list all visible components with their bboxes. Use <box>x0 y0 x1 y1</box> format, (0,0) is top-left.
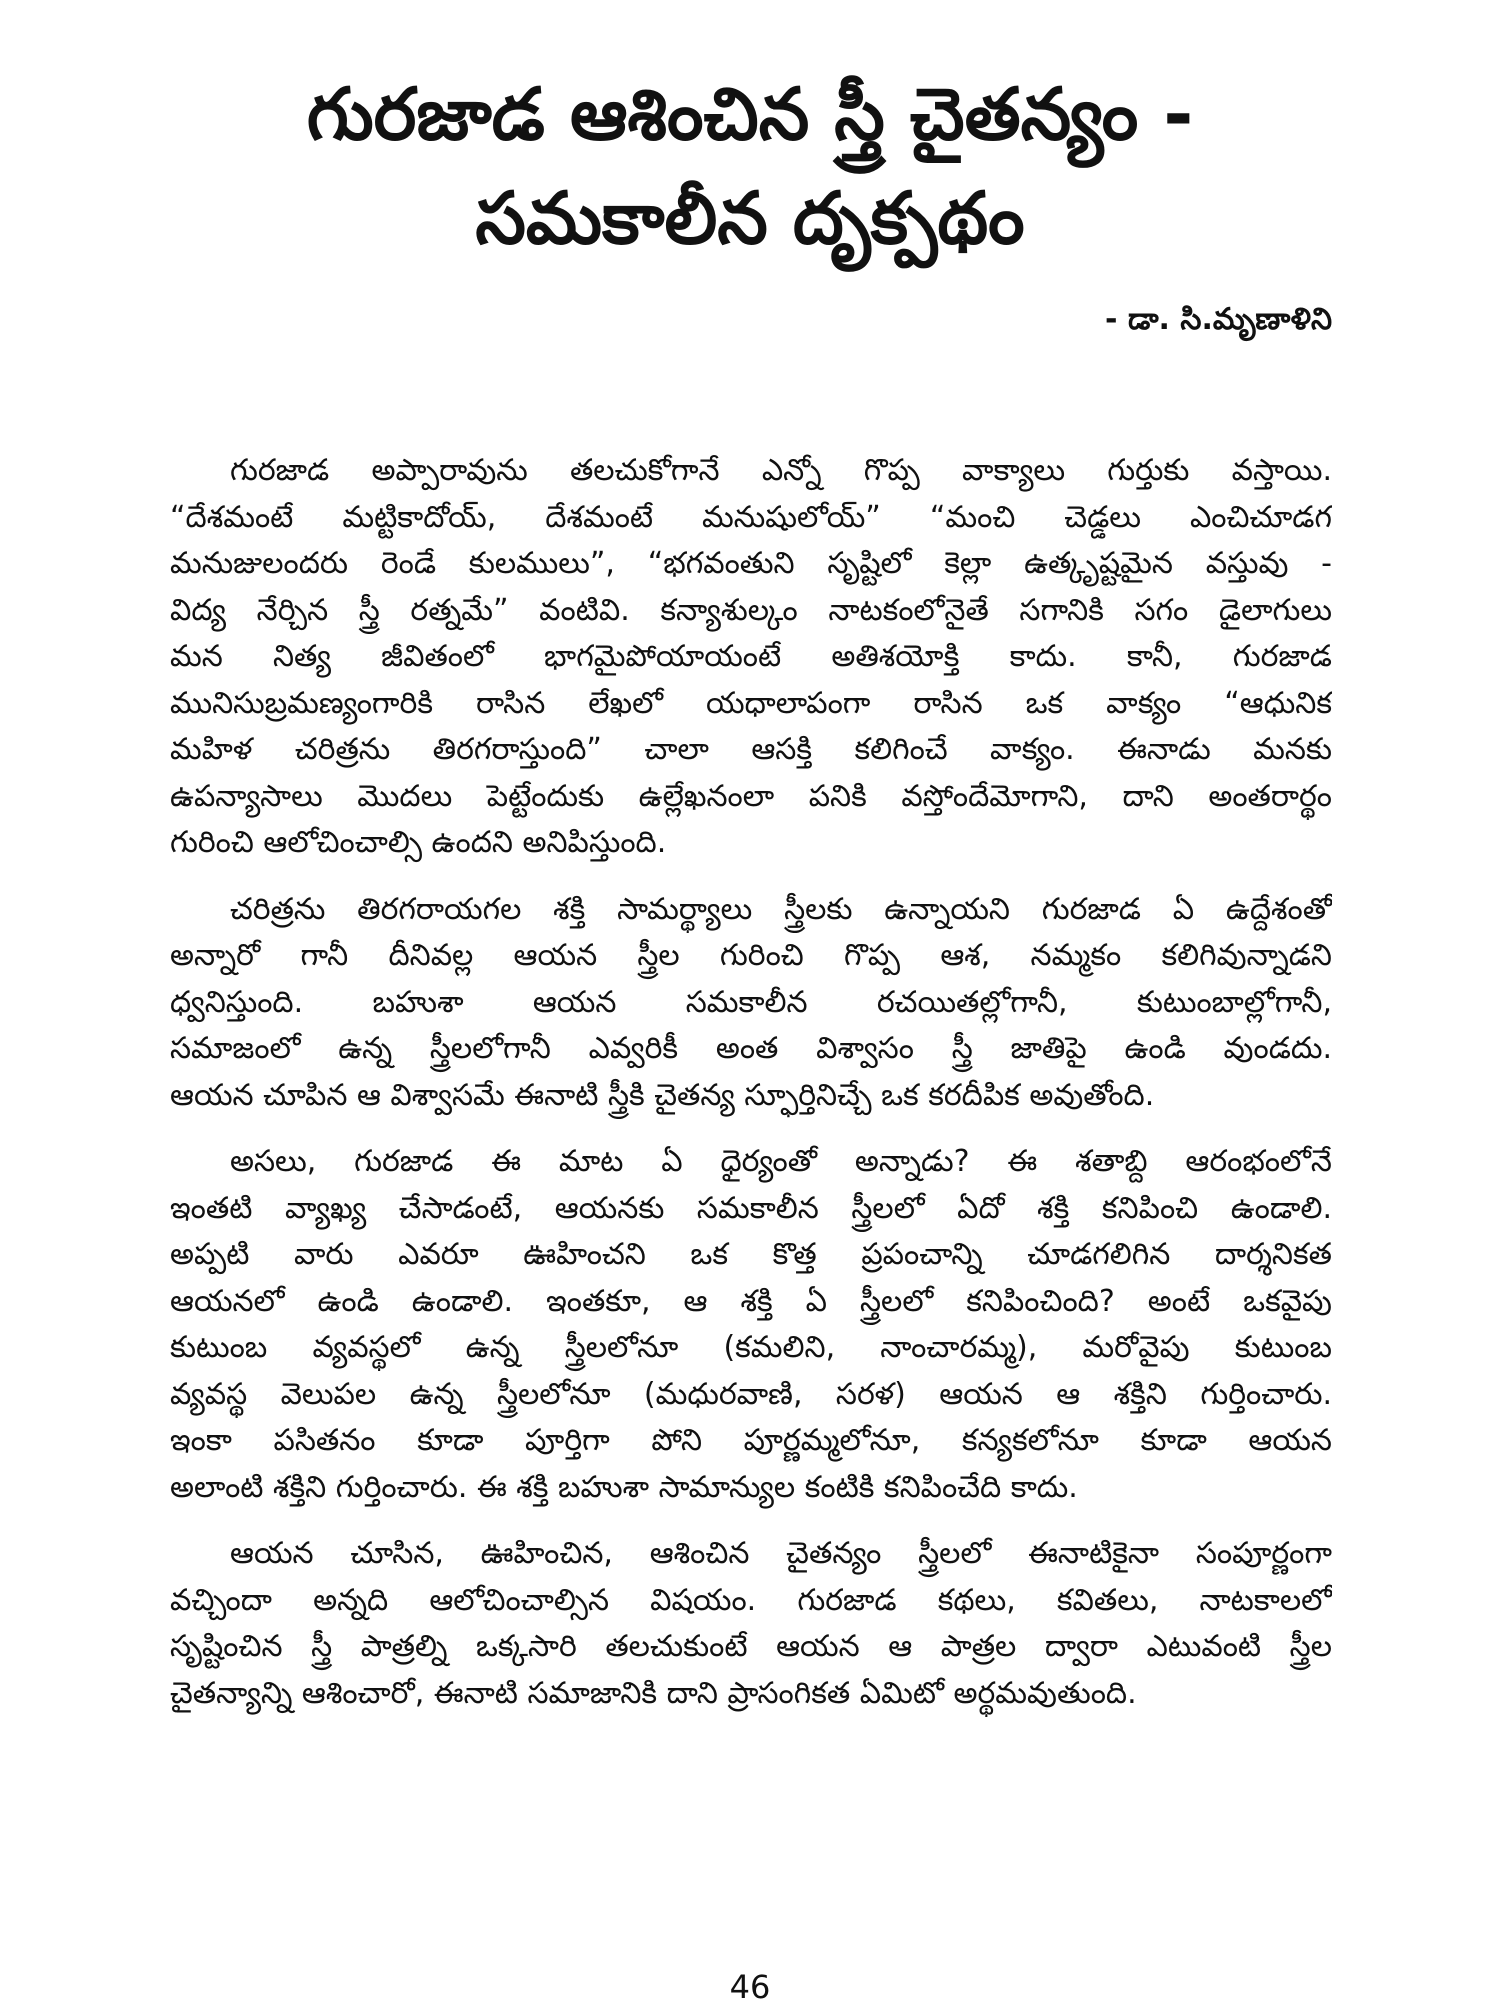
text-line: చరిత్రను తిరగరాయగల శక్తి సామర్థ్యాలు స్త్రీలకు ఉన్నాయని గురజాడ ఏ ఉద్దేశంతో <box>230 891 1332 927</box>
text-line: ఆయన చూసిన, ఊహించిన, ఆశించిన చైతన్యం స్త్రీలలో ఈనాటికైనా సంపూర్ణంగా <box>230 1536 1332 1571</box>
text-line: అన్నారో గానీ దీనివల్ల ఆయన స్త్రీల గురించి గొప్ప ఆశ, నమ్మకం కలిగివున్నాడని <box>170 938 1332 973</box>
text-line: ఉపన్యాసాలు మొదలు పెట్టేందుకు ఉల్లేఖనంలా పనికి వస్తోందేమోగాని, దాని అంతరార్థం <box>170 778 1332 814</box>
paragraph <box>170 448 1332 867</box>
text-line: గురించి ఆలోచించాల్సి ఉందని అనిపిస్తుంది. <box>170 825 667 860</box>
text-line: అప్పటి వారు ఎవరూ ఊహించని ఒక కొత్త ప్రపంచాన్ని చూడగలిగిన దార్శనికత <box>170 1237 1332 1272</box>
paragraph <box>170 1531 1332 1717</box>
paragraph <box>170 1139 1332 1511</box>
text-line: అలాంటి శక్తిని గుర్తించారు. ఈ శక్తి బహుశా సామాన్యుల కంటికి కనిపించేది కాదు. <box>170 1469 1078 1505</box>
page-number: 46 <box>729 1968 771 2006</box>
text-line: చైతన్యాన్ని ఆశించారో, ఈనాటి సమాజానికి దాని ప్రాసంగికత ఏమిటో అర్థమవుతుంది. <box>170 1675 1137 1711</box>
text-line: మన నిత్య జీవితంలో భాగమైపోయాయంటే అతిశయోక్తి కాదు. కానీ, గురజాడ <box>170 639 1332 674</box>
text-line: మహిళ చరిత్రను తిరగరాస్తుంది” చాలా ఆసక్తి కలిగించే వాక్యం. ఈనాడు మనకు <box>170 732 1332 767</box>
text-line: కుటుంబ వ్యవస్థలో ఉన్న స్త్రీలలోనూ (కమలిని, నాంచారమ్మ), మరోవైపు కుటుంబ <box>170 1330 1332 1365</box>
title-line-2: సమకాలీన దృక్పథం <box>475 176 1025 260</box>
text-line: సృష్టించిన స్త్రీ పాత్రల్ని ఒక్కసారి తలచుకుంటే ఆయన ఆ పాత్రల ద్వారా ఎటువంటి స్త్రీల <box>170 1629 1332 1664</box>
text-line: ఇంతటి వ్యాఖ్య చేసాడంటే, ఆయనకు సమకాలీన స్త్రీలలో ఏదో శక్తి కనిపించి ఉండాలి. <box>170 1190 1332 1226</box>
text-line: వచ్చిందా అన్నది ఆలోచించాల్సిన విషయం. గురజాడ కథలు, కవితలు, నాటకాలలో <box>170 1582 1332 1618</box>
author-byline: - డా. సి.మృణాళిని <box>1105 302 1332 337</box>
text-line: గురజాడ అప్పారావును తలచుకోగానే ఎన్నో గొప్ప వాక్యాలు గుర్తుకు వస్తాయి. <box>230 453 1332 488</box>
text-line: ఇంకా పసితనం కూడా పూర్తిగా పోని పూర్ణమ్మలోనూ, కన్యకలోనూ కూడా ఆయన <box>170 1423 1332 1458</box>
text-line: ధ్వనిస్తుంది. బహుశా ఆయన సమకాలీన రచయితల్లోగానీ, కుటుంబాల్లోగానీ, <box>170 984 1332 1020</box>
text-line: వ్యవస్థ వెలుపల ఉన్న స్త్రీలలోనూ (మధురవాణి, సరళ) ఆయన ఆ శక్తిని గుర్తించారు. <box>170 1376 1332 1412</box>
title-line-1: గురజాడ ఆశించిన స్త్రీ చైతన్యం - <box>306 72 1194 156</box>
text-line: మునిసుబ్రమణ్యంగారికి రాసిన లేఖలో యధాలాపంగా రాసిన ఒక వాక్యం “ఆధునిక <box>170 685 1332 721</box>
article-title <box>100 62 1400 270</box>
text-line: ఆయనలో ఉండి ఉండాలి. ఇంతకూ, ఆ శక్తి ఏ స్త్రీలలో కనిపించింది? అంటే ఒకవైపు <box>170 1283 1332 1319</box>
text-line: “దేశమంటే మట్టికాదోయ్, దేశమంటే మనుషులోయ్” “మంచి చెడ్డలు ఎంచిచూడగ <box>170 499 1332 535</box>
text-line: మనుజులందరు రెండే కులములు”, “భగవంతుని సృష్టిలో కెల్లా ఉత్కృష్టమైన వస్తువు - <box>170 546 1332 581</box>
text-line: అసలు, గురజాడ ఈ మాట ఏ ధైర్యంతో అన్నాడు? ఈ శతాబ్ది ఆరంభంలోనే <box>230 1144 1332 1179</box>
text-line: ఆయన చూపిన ఆ విశ్వాసమే ఈనాటి స్త్రీకి చైతన్య స్ఫూర్తినిచ్చే ఒక కరదీపిక అవుతోంది. <box>170 1077 1155 1113</box>
article-body <box>170 448 1332 1737</box>
text-line: విద్య నేర్చిన స్త్రీ రత్నమే” వంటివి. కన్యాశుల్కం నాటకంలోనైతే సగానికి సగం డైలాగులు <box>170 592 1332 628</box>
paragraph <box>170 887 1332 1120</box>
text-line: సమాజంలో ఉన్న స్త్రీలలోగానీ ఎవ్వరికీ అంత విశ్వాసం స్త్రీ జాతిపై ఉండి వుండదు. <box>170 1031 1332 1066</box>
